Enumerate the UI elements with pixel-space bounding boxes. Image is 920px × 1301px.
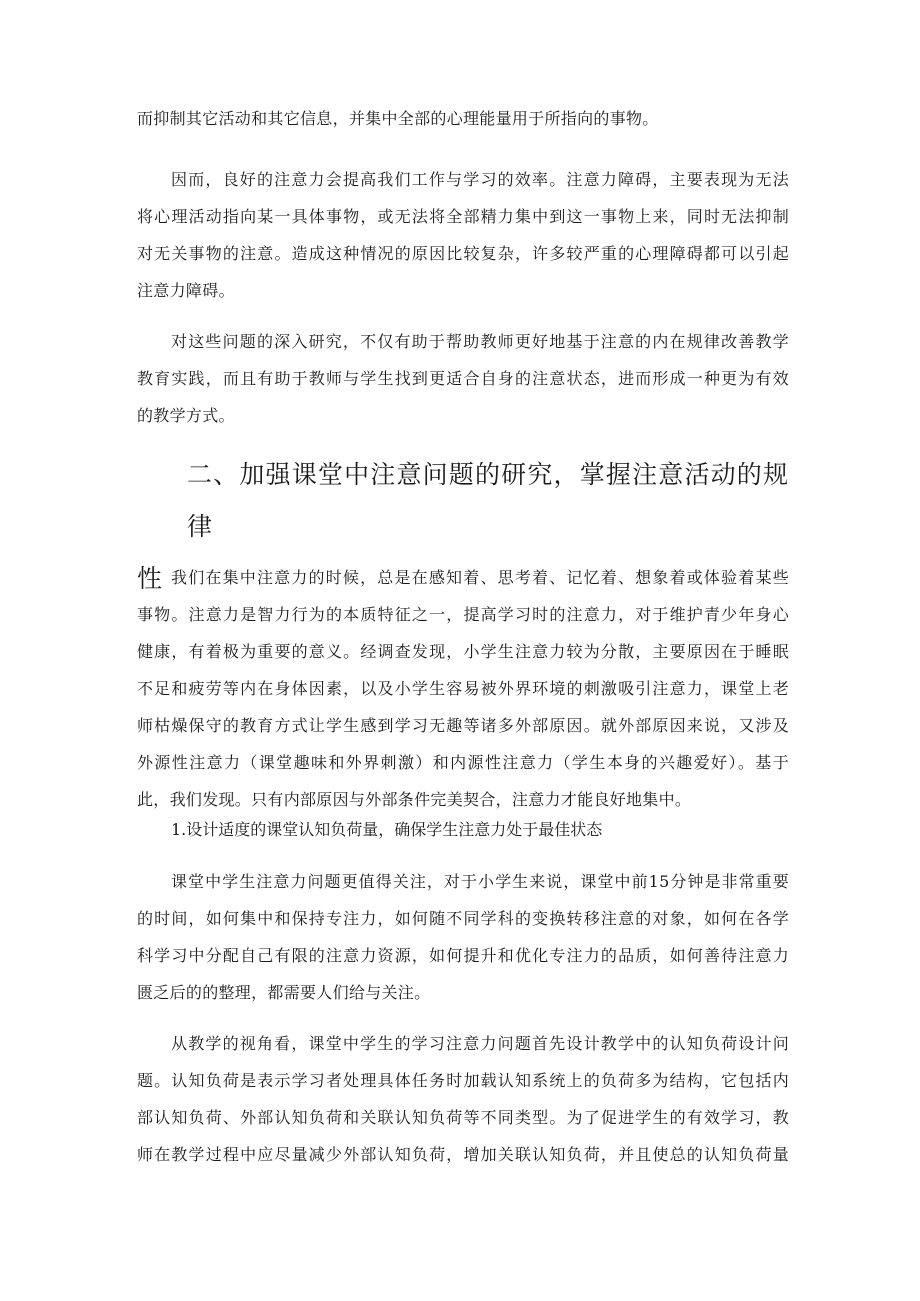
text-line: 注意力障碍。 xyxy=(137,281,235,300)
text-line: 课堂中学生注意力问题更值得关注，对于小学生来说，课堂中前15分钟是非常重要 xyxy=(171,872,789,891)
paragraph-classroom-attention xyxy=(137,863,789,1011)
section-heading-line: 性 xyxy=(137,564,164,593)
paragraph-research-value xyxy=(137,323,789,434)
text-line: 师枯燥保守的教育方式让学生感到学习无趣等诸多外部原因。就外部原因来说，又涉及 xyxy=(137,716,789,735)
section-heading-line: 二、加强课堂中注意问题的研究，掌握注意活动的规律 xyxy=(187,460,789,541)
paragraph-attention-factors xyxy=(137,559,789,818)
text-line: 部认知负荷、外部认知负荷和关联认知负荷等不同类型。为了促进学生的有效学习，教 xyxy=(137,1108,789,1127)
text-line: 对这些问题的深入研究，不仅有助于帮助教师更好地基于注意的内在规律改善教学 xyxy=(171,332,789,351)
text-line: 的时间，如何集中和保持专注力，如何随不同学科的变换转移注意的对象，如何在各学 xyxy=(137,909,789,928)
paragraph-attention-efficiency xyxy=(137,161,789,309)
text-line: 从教学的视角看，课堂中学生的学习注意力问题首先设计教学中的认知负荷设计问 xyxy=(171,1034,789,1053)
text-line: 健康，有着极为重要的意义。经调查发现，小学生注意力较为分散，主要原因在于睡眠 xyxy=(137,642,789,661)
text-line: 我们在集中注意力的时候，总是在感知着、思考着、记忆着、想象着或体验着某些 xyxy=(171,568,789,587)
subsection-heading xyxy=(137,811,789,848)
text-line: 外源性注意力（课堂趣味和外界刺激）和内源性注意力（学生本身的兴趣爱好）。基于 xyxy=(137,753,789,772)
text-line: 将心理活动指向某一具体事物，或无法将全部精力集中到这一事物上来，同时无法抑制 xyxy=(137,207,789,226)
text-line: 事物。注意力是智力行为的本质特征之一，提高学习时的注意力，对于维护青少年身心 xyxy=(137,605,789,624)
subsection-heading-text: 1.设计适度的课堂认知负荷量，确保学生注意力处于最佳状态 xyxy=(171,820,603,839)
text-line: 因而，良好的注意力会提高我们工作与学习的效率。注意力障碍，主要表现为无法 xyxy=(171,170,789,189)
text-line: 对无关事物的注意。造成这种情况的原因比较复杂，许多较严重的心理障碍都可以引起 xyxy=(137,244,789,263)
text-line: 匮乏后的的整理，都需要人们给与关注。 xyxy=(137,983,431,1002)
text-line: 此，我们发现。只有内部原因与外部条件完美契合，注意力才能良好地集中。 xyxy=(137,790,692,809)
text-line: 教育实践，而且有助于教师与学生找到更适合自身的注意状态，进而形成一种更为有效 xyxy=(137,369,789,388)
text-line: 科学习中分配自己有限的注意力资源，如何提升和优化专注力的品质，如何善待注意力 xyxy=(137,946,789,965)
text-line: 师在教学过程中应尽量减少外部认知负荷，增加关联认知负荷，并且使总的认知负荷量 xyxy=(137,1145,789,1164)
text-line: 不足和疲劳等内在身体因素，以及小学生容易被外界环境的刺激吸引注意力，课堂上老 xyxy=(137,679,789,698)
text-line: 而抑制其它活动和其它信息，并集中全部的心理能量用于所指向的事物。 xyxy=(137,109,659,128)
text-line: 的教学方式。 xyxy=(137,406,235,425)
paragraph-continuation xyxy=(137,100,789,137)
text-line: 题。认知负荷是表示学习者处理具体任务时加载认知系统上的负荷多为结构，它包括内 xyxy=(137,1071,789,1090)
paragraph-cognitive-load xyxy=(137,1025,789,1173)
